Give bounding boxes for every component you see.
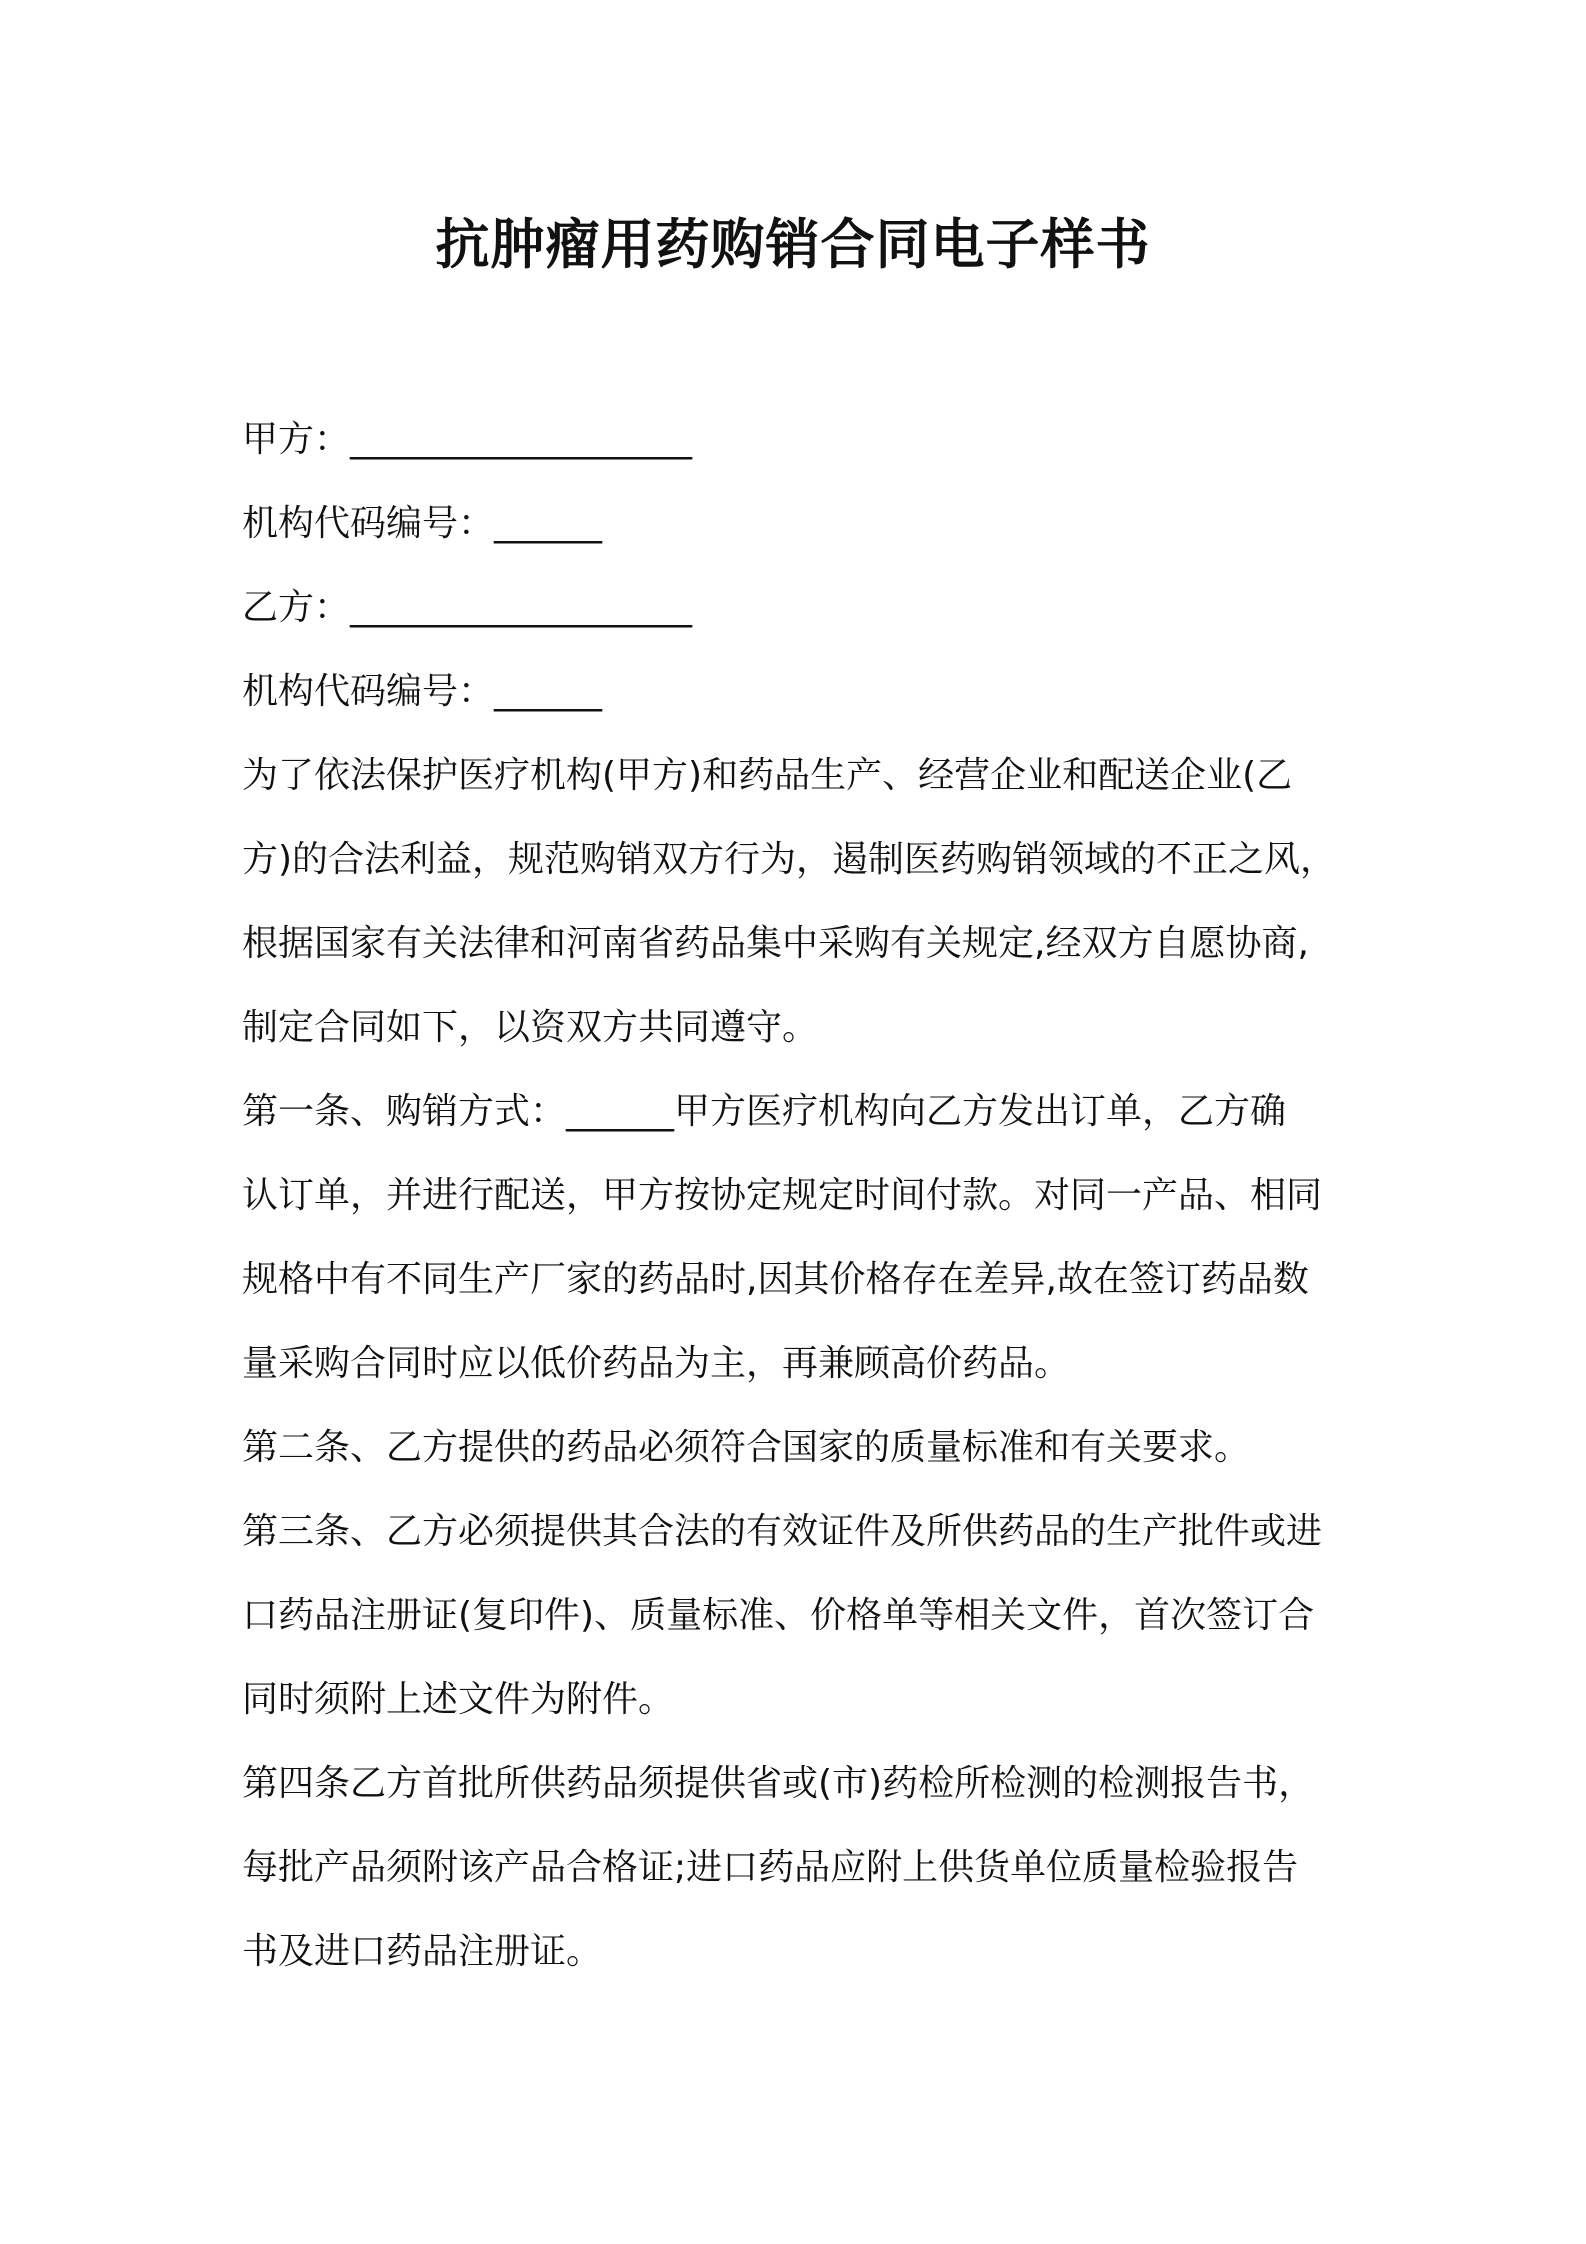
article-3-line: 口药品注册证(复印件)、质量标准、价格单等相关文件，首次签订合 (242, 1595, 1315, 1636)
party-a-line: 甲方：___________________ (242, 419, 693, 460)
article-4-line: 第四条乙方首批所供药品须提供省或(市)药检所检测的检测报告书， (242, 1763, 1315, 1804)
party-b-line: 乙方：___________________ (242, 587, 693, 628)
article-1-line: 认订单，并进行配送，甲方按协定规定时间付款。对同一产品、相同 (242, 1175, 1323, 1216)
article-1-line: 规格中有不同生产厂家的药品时,因其价格存在差异,故在签订药品数 (242, 1259, 1309, 1300)
article-3-line: 第三条、乙方必须提供其合法的有效证件及所供药品的生产批件或进 (242, 1511, 1323, 1552)
article-2-line: 第二条、乙方提供的药品必须符合国家的质量标准和有关要求。 (242, 1427, 1251, 1468)
preamble-line: 根据国家有关法律和河南省药品集中采购有关规定,经双方自愿协商, (242, 923, 1309, 964)
document-body (242, 398, 1372, 1994)
article-3-line: 同时须附上述文件为附件。 (242, 1679, 675, 1720)
article-4-line: 每批产品须附该产品合格证;进口药品应附上供货单位质量检验报告 (242, 1847, 1299, 1888)
article-4-line: 书及进口药品注册证。 (242, 1931, 603, 1972)
preamble-line: 为了依法保护医疗机构(甲方)和药品生产、经营企业和配送企业(乙 (242, 755, 1293, 796)
party-a-code-line: 机构代码编号：______ (242, 503, 603, 544)
preamble-line: 方)的合法利益，规范购销双方行为，遏制医药购销领域的不正之风， (242, 839, 1337, 880)
document-title: 抗肿瘤用药购销合同电子样书 (435, 213, 1151, 276)
article-1-line: 第一条、购销方式：______甲方医疗机构向乙方发出订单，乙方确 (242, 1091, 1287, 1132)
preamble-line: 制定合同如下，以资双方共同遵守。 (242, 1007, 819, 1048)
party-b-code-line: 机构代码编号：______ (242, 671, 603, 712)
article-1-line: 量采购合同时应以低价药品为主，再兼顾高价药品。 (242, 1343, 1071, 1384)
